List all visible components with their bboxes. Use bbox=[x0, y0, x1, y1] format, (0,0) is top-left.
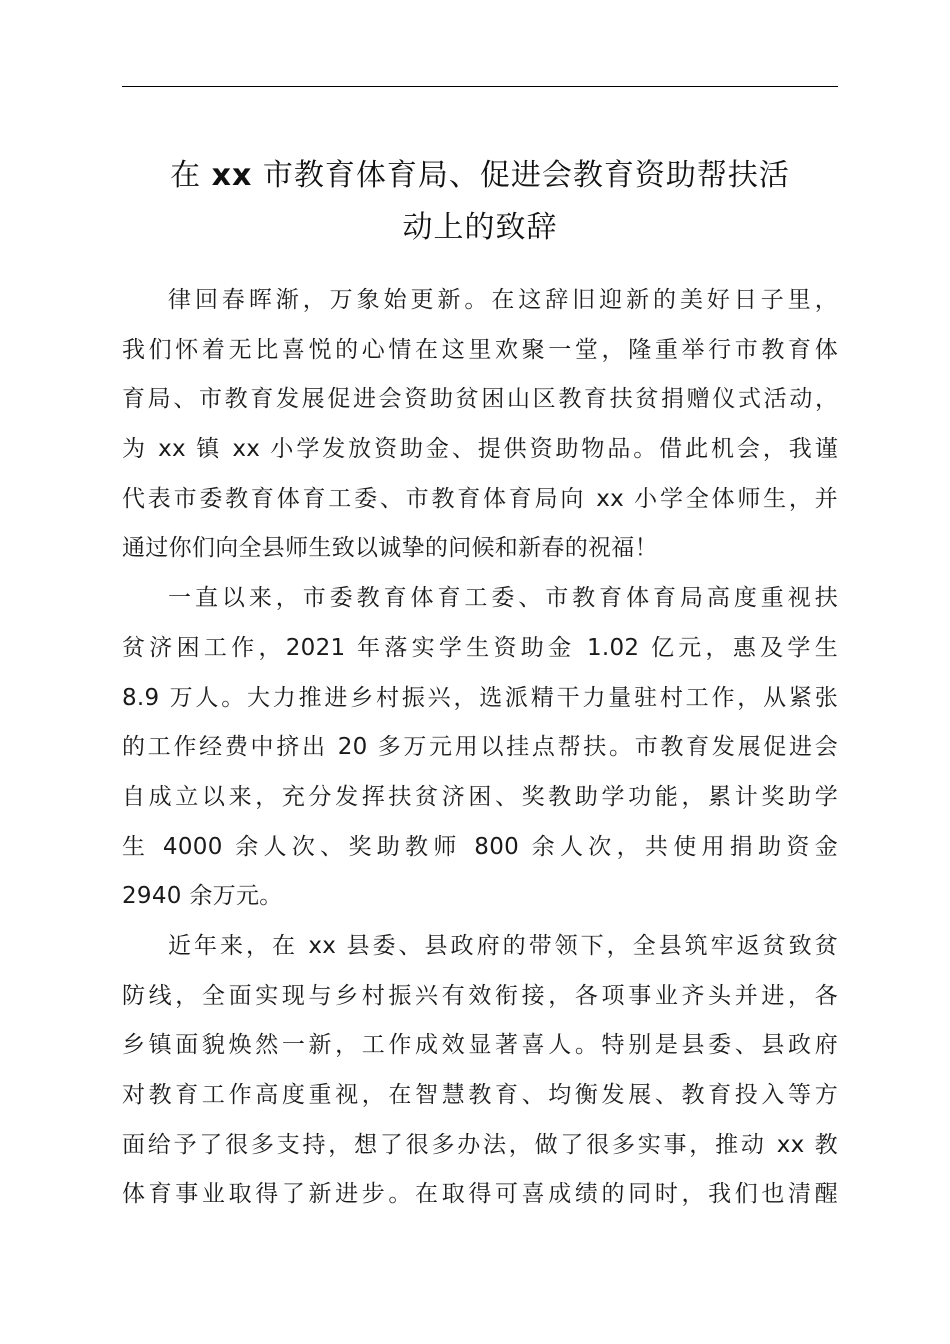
document-title bbox=[100, 150, 860, 254]
paragraph-3-line-6: 体育事业取得了新进步。在取得可喜成绩的同时，我们也清醒 bbox=[122, 1181, 838, 1208]
paragraph-2 bbox=[122, 574, 838, 922]
paragraph-3-line-5: 面给予了很多支持，想了很多办法，做了很多实事，推动 xx 教 bbox=[122, 1131, 838, 1158]
paragraph-3 bbox=[122, 922, 838, 1220]
title-line-1-rest: 市教育体育局、促进会教育资助帮扶活 bbox=[252, 158, 790, 193]
paragraph-1-line-4: 为 xx 镇 xx 小学发放资助金、提供资助物品。借此机会，我谨 bbox=[122, 436, 838, 463]
paragraph-1-line-1: 律回春晖渐，万象始更新。在这辞旧迎新的美好日子里， bbox=[168, 287, 838, 313]
paragraph-3-line-2: 防线，全面实现与乡村振兴有效衔接，各项事业齐头并进，各 bbox=[122, 982, 838, 1009]
paragraph-2-line-4: 的工作经费中挤出 20 多万元用以挂点帮扶。市教育发展促进会 bbox=[122, 734, 838, 761]
paragraph-2-line-1: 一直以来，市委教育体育工委、市教育体育局高度重视扶 bbox=[168, 585, 838, 612]
paragraph-2-line-6: 生 4000 余人次、奖助教师 800 余人次，共使用捐助资金 bbox=[122, 833, 838, 860]
document-body bbox=[122, 276, 838, 1220]
paragraph-2-line-5: 自成立以来，充分发挥扶贫济困、奖教助学功能，累计奖助学 bbox=[122, 783, 838, 810]
title-line-1-prefix: 在 bbox=[170, 158, 212, 193]
paragraph-3-line-1: 近年来，在 xx 县委、县政府的带领下，全县筑牢返贫致贫 bbox=[168, 932, 838, 959]
paragraph-3-line-4: 对教育工作高度重视，在智慧教育、均衡发展、教育投入等方 bbox=[122, 1082, 838, 1108]
title-line-2: 动上的致辞 bbox=[402, 210, 558, 245]
title-line-1 bbox=[100, 150, 860, 202]
paragraph-1-line-6: 通过你们向全县师生致以诚挚的问候和新春的祝福！ bbox=[122, 535, 658, 562]
header-rule bbox=[122, 86, 838, 87]
title-line-1-placeholder: xx bbox=[211, 158, 253, 193]
paragraph-3-line-3: 乡镇面貌焕然一新，工作成效显著喜人。特别是县委、县政府 bbox=[122, 1032, 838, 1059]
paragraph-2-line-2: 贫济困工作，2021 年落实学生资助金 1.02 亿元，惠及学生 bbox=[122, 634, 838, 661]
paragraph-1-line-5: 代表市委教育体育工委、市教育体育局向 xx 小学全体师生，并 bbox=[122, 485, 838, 512]
paragraph-2-line-7: 2940 余万元。 bbox=[122, 883, 283, 910]
paragraph-1 bbox=[122, 276, 838, 574]
paragraph-2-line-3: 8.9 万人。大力推进乡村振兴，选派精干力量驻村工作，从紧张 bbox=[122, 684, 838, 711]
paragraph-1-line-2: 我们怀着无比喜悦的心情在这里欢聚一堂，隆重举行市教育体 bbox=[122, 336, 838, 363]
paragraph-1-line-3: 育局、市教育发展促进会资助贫困山区教育扶贫捐赠仪式活动， bbox=[122, 386, 838, 413]
